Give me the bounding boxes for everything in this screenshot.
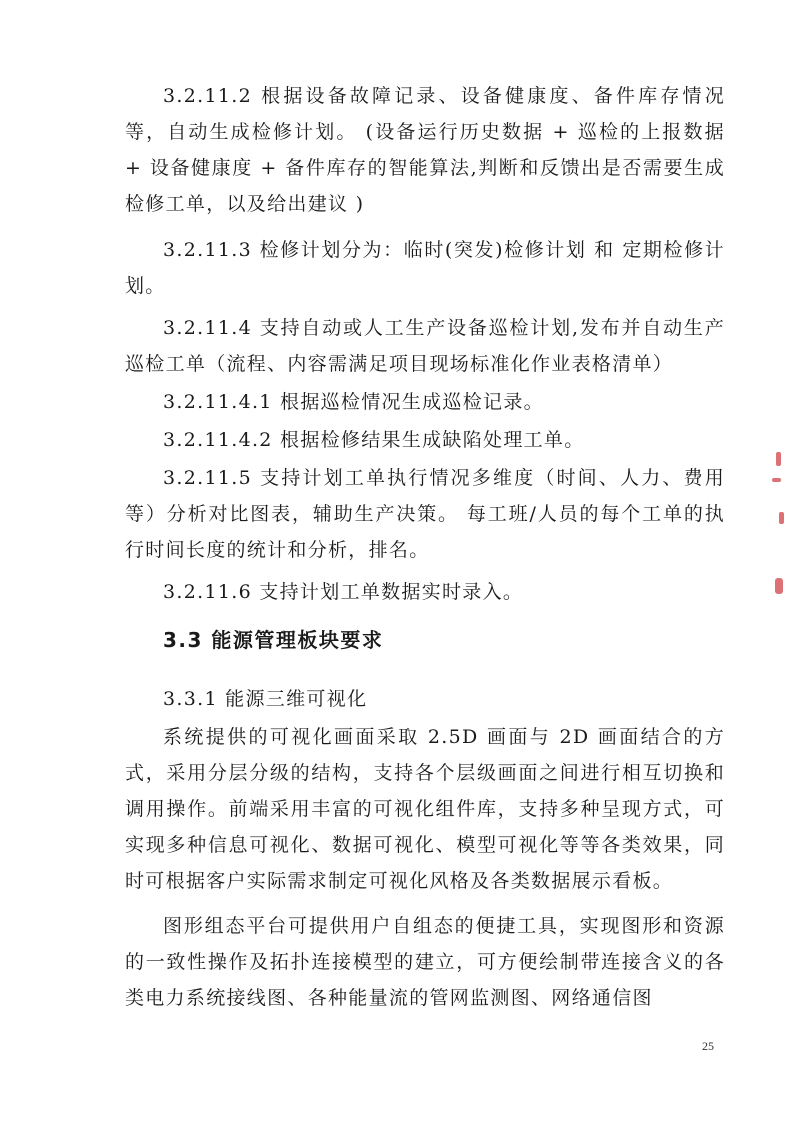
paragraph-3-2-11-2: 3.2.11.2 根据设备故障记录、设备健康度、备件库存情况等，自动生成检修计划。 (设备运行历史数据 + 巡检的上报数据 + 设备健康度 + 备件库存的智能算法,判断和反馈出是否需要生成检修工单，以及给出建议 ) [125, 85, 725, 215]
paragraph-3-2-11-6: 3.2.11.6 支持计划工单数据实时录入。 [163, 581, 524, 603]
seal-mark-icon [775, 578, 783, 594]
paragraph-visualization: 系统提供的可视化画面采取 2.5D 画面与 2D 画面结合的方式，采用分层分级的结构，支持各个层级画面之间进行相互切换和调用操作。前端采用丰富的可视化组件库，支持多种呈现方式，可实现多种信息可视化、数据可视化、模型可视化等等各类效果，同时可根据客户实际需求制定可视化风格及各类数据展示看板。 [125, 726, 725, 892]
seal-mark-icon [772, 478, 781, 482]
paragraph-3-2-11-3: 3.2.11.3 检修计划分为：临时(突发)检修计划 和 定期检修计划。 [125, 239, 725, 297]
paragraph-3-2-11-4-2: 3.2.11.4.2 根据检修结果生成缺陷处理工单。 [163, 429, 585, 451]
paragraph-graphic-configuration: 图形组态平台可提供用户自组态的便捷工具，实现图形和资源的一致性操作及拓扑连接模型的建立，可方便绘制带连接含义的各类电力系统接线图、各种能量流的管网监测图、网络通信图 [125, 915, 725, 1009]
seal-mark-icon [779, 512, 784, 524]
paragraph-3-2-11-4: 3.2.11.4 支持自动或人工生产设备巡检计划,发布并自动生产巡检工单（流程、内容需满足项目现场标准化作业表格清单） [125, 317, 725, 375]
page-number: 25 [702, 1039, 714, 1053]
seal-mark-icon [776, 452, 781, 466]
subsection-heading-3-3-1: 3.3.1 能源三维可视化 [163, 688, 368, 710]
paragraph-3-2-11-4-1: 3.2.11.4.1 根据巡检情况生成巡检记录。 [163, 391, 544, 413]
paragraph-3-2-11-5: 3.2.11.5 支持计划工单执行情况多维度（时间、人力、费用等）分析对比图表，辅助生产决策。 每工班/人员的每个工单的执行时间长度的统计和分析，排名。 [125, 467, 725, 561]
section-heading: 3.3 能源管理板块要求 [163, 628, 384, 652]
